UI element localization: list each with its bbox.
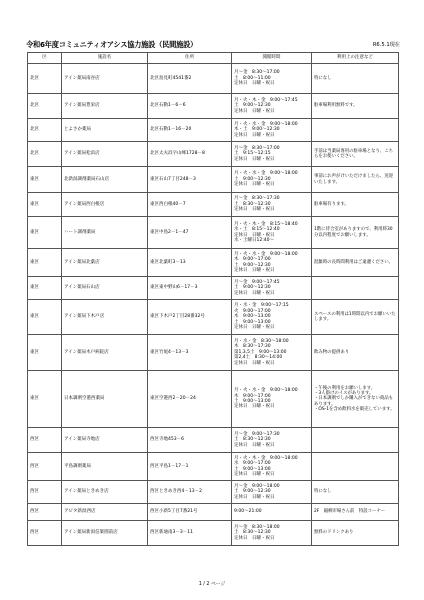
- table-row: [28, 453, 399, 481]
- address-cell: 東区石山7丁目248－3: [148, 167, 232, 193]
- table-row: [28, 277, 399, 300]
- opening-hours-cell: 月・火・水・金 9:00～18:00 木・土 9:00～12:30 定休日 日曜・祝日: [232, 119, 312, 142]
- address-cell: 東区竹尾4－13－3: [148, 335, 232, 371]
- opening-hours-cell: 月・火・木・金 8:15～18:40 水・土 8:15～12:40 定休日 日曜・祝日 水・土曜日12:40～: [232, 217, 312, 249]
- table-row: [28, 335, 399, 371]
- ward-cell: 東区: [28, 217, 62, 249]
- header-ward: 区: [28, 53, 62, 64]
- address-cell: 西区新通南3－3－11: [148, 521, 232, 546]
- table-row: [28, 167, 399, 193]
- table-row: [28, 94, 399, 119]
- notes-cell: 混雑時の長時間利用はご遠慮ください。: [312, 249, 399, 277]
- opening-hours-cell: 月～金 8:30～18:00 土 8:30～12:30 定休日 日曜・祝日: [232, 521, 312, 546]
- document-title: 令和6年度コミュニティオアシス協力施設（民間施設）: [26, 40, 198, 49]
- notes-cell: スペースの利用は1時間以内でお願いいたします。: [312, 300, 399, 335]
- address-cell: 西区寺地453－6: [148, 428, 232, 453]
- notes-cell: 事前にお声がけいただけましたら、送迎いたします。: [312, 167, 399, 193]
- facility-name-cell: アピタ新潟西店: [62, 504, 148, 521]
- opening-hours-cell: 月～金 9:00～18:00 土 9:00～12:30 定休日 日曜・祝日: [232, 481, 312, 504]
- ward-cell: 東区: [28, 193, 62, 217]
- facility-name-cell: 北新潟調剤薬局石山店: [62, 167, 148, 193]
- address-cell: 東区下木戸2丁目28番32号: [148, 300, 232, 335]
- ward-cell: 東区: [28, 335, 62, 371]
- opening-hours-cell: 9:00～21:00: [232, 504, 312, 521]
- notes-cell: [312, 277, 399, 300]
- notes-cell: 駐車場有ります。: [312, 193, 399, 217]
- table-row: [28, 371, 399, 428]
- address-cell: 西区ときめき西4－13－2: [148, 481, 232, 504]
- ward-cell: 北区: [28, 142, 62, 167]
- header-notes: 利用上の注意など: [312, 53, 399, 64]
- opening-hours-cell: 月・火・水・金 9:00～18:00 土 9:00～12:30 定休日 日曜・祝日: [232, 167, 312, 193]
- table-row: [28, 300, 399, 335]
- facility-name-cell: アイン薬局木戸病院店: [62, 335, 148, 371]
- facility-name-cell: アイン薬局下木戸店: [62, 300, 148, 335]
- facility-name-cell: 平島調剤薬局: [62, 453, 148, 481]
- ward-cell: 東区: [28, 249, 62, 277]
- facility-name-cell: アイン薬局ときめき店: [62, 481, 148, 504]
- notes-cell: 1階に待合室がありますので、利用時30分以内程度でお願いします。: [312, 217, 399, 249]
- table-body: [28, 64, 399, 546]
- notes-cell: 無料のドリンクあり: [312, 521, 399, 546]
- header-facility-name: 施設名: [62, 53, 148, 64]
- notes-cell: 飲み物の提供あり: [312, 335, 399, 371]
- opening-hours-cell: 月・火・水・金 9:00～18:00 木 9:00～17:00 土 9:00～13:00 定休日 日曜・祝日: [232, 371, 312, 428]
- opening-hours-cell: 月～金 8:30～17:00 土 8:00～11:00 定休日 日曜・祝日: [232, 64, 312, 94]
- opening-hours-cell: 月・火・木・金 9:00～17:45 土 9:00～12:30 定休日 日曜・祝日: [232, 94, 312, 119]
- ward-cell: 東区: [28, 300, 62, 335]
- page-number: 1 / 2 ページ: [198, 582, 226, 587]
- address-cell: 東区東中野山6－17－3: [148, 277, 232, 300]
- notes-cell: 駐車場利用無料です。: [312, 94, 399, 119]
- notes-cell: 2F 銀柳市場さん前 特設コーナー: [312, 504, 399, 521]
- header-opening-hours: 開館時間: [232, 53, 312, 64]
- facility-name-cell: アイン薬局西白根店: [62, 193, 148, 217]
- opening-hours-cell: 月～金 8:30～17:00 土 9:15～12:15 定休日 日曜・祝日: [232, 142, 312, 167]
- table-row: [28, 504, 399, 521]
- table-row: [28, 217, 399, 249]
- table-row: [28, 481, 399, 504]
- address-cell: 東区北葉町3－13: [148, 249, 232, 277]
- ward-cell: 西区: [28, 453, 62, 481]
- ward-cell: 西区: [28, 504, 62, 521]
- facility-name-cell: アイン薬局寺地店: [62, 428, 148, 453]
- facility-name-cell: アイン薬局松浜店: [62, 142, 148, 167]
- ward-cell: 西区: [28, 428, 62, 453]
- ward-cell: 東区: [28, 167, 62, 193]
- address-cell: 北区石動1－16－20: [148, 119, 232, 142]
- facility-name-cell: アイン薬局南谷店: [62, 64, 148, 94]
- notes-cell: ・午後の利用をお願いします。 ・3人掛けのイスがあります。 ・日本調剤でしか購入ができない商品もあります。 ・OS-1を含め飲料水を販売しています。: [312, 371, 399, 428]
- opening-hours-cell: 月・水・金 8:30～18:00 木 8:30～17:30 第1,3,5土 9:00～13:00 第2,4土 8:30～14:00 定休日 日曜・祝日: [232, 335, 312, 371]
- opening-hours-cell: 月・火・木・金 9:00～18:00 水 9:00～17:00 土 9:00～13:00 定休日 日曜・祝日: [232, 453, 312, 481]
- ward-cell: 東区: [28, 371, 62, 428]
- table-row: [28, 521, 399, 546]
- ward-cell: 西区: [28, 521, 62, 546]
- address-cell: 東区中島2－1－47: [148, 217, 232, 249]
- header-address: 住所: [148, 53, 232, 64]
- table-row: [28, 428, 399, 453]
- notes-cell: 手前は当薬局専用の駐車場となり、こちらをお使いください。: [312, 142, 399, 167]
- ward-cell: 西区: [28, 481, 62, 504]
- address-cell: 東区西白根40－7: [148, 193, 232, 217]
- opening-hours-cell: 月・火・水・金 9:00～18:00 木 9:00～17:00 土 9:00～12:30 定休日 日曜・祝日: [232, 249, 312, 277]
- table-row: [28, 249, 399, 277]
- ward-cell: 北区: [28, 64, 62, 94]
- table-row: [28, 64, 399, 94]
- ward-cell: 北区: [28, 94, 62, 119]
- as-of-date: R6.5.1現在: [372, 42, 400, 48]
- table-row: [28, 193, 399, 217]
- notes-cell: 特になし: [312, 481, 399, 504]
- ward-cell: 北区: [28, 119, 62, 142]
- facility-name-cell: アイン薬局豊栄店: [62, 94, 148, 119]
- facility-table: [27, 52, 399, 546]
- address-cell: 東区空港西2－20－24: [148, 371, 232, 428]
- table-row: [28, 119, 399, 142]
- notes-cell: [312, 119, 399, 142]
- facility-name-cell: アイン薬局石山店: [62, 277, 148, 300]
- ward-cell: 東区: [28, 277, 62, 300]
- table-header-row: [28, 53, 399, 64]
- table-row: [28, 142, 399, 167]
- facility-name-cell: ハート調剤薬局: [62, 217, 148, 249]
- facility-name-cell: とよさか薬局: [62, 119, 148, 142]
- opening-hours-cell: 月～金 9:00～17:45 土 9:00～12:30 定休日 日曜・祝日: [232, 277, 312, 300]
- opening-hours-cell: 月～金 9:00～17:30 土 8:30～12:30 定休日 日曜・祝日: [232, 428, 312, 453]
- address-cell: 北区島見町4541番2: [148, 64, 232, 94]
- address-cell: 北区太夫浜字山峰1728－8: [148, 142, 232, 167]
- notes-cell: 特になし: [312, 64, 399, 94]
- opening-hours-cell: 月～金 8:30～17:30 土 8:30～12:30 定休日 日曜・祝日: [232, 193, 312, 217]
- facility-name-cell: 日本調剤空港西薬局: [62, 371, 148, 428]
- opening-hours-cell: 月・水・金 9:00～17:15 火 9:00～17:00 木 9:00～13:00 土 9:00～13:00 定休日 日曜・祝日: [232, 300, 312, 335]
- address-cell: 北区石動1－6－6: [148, 94, 232, 119]
- address-cell: 西区平島1－17－1: [148, 453, 232, 481]
- address-cell: 西区小新5丁目7番21号: [148, 504, 232, 521]
- notes-cell: [312, 428, 399, 453]
- facility-name-cell: アイン薬局新潟信楽園前店: [62, 521, 148, 546]
- notes-cell: [312, 453, 399, 481]
- facility-name-cell: アイン薬局北葉店: [62, 249, 148, 277]
